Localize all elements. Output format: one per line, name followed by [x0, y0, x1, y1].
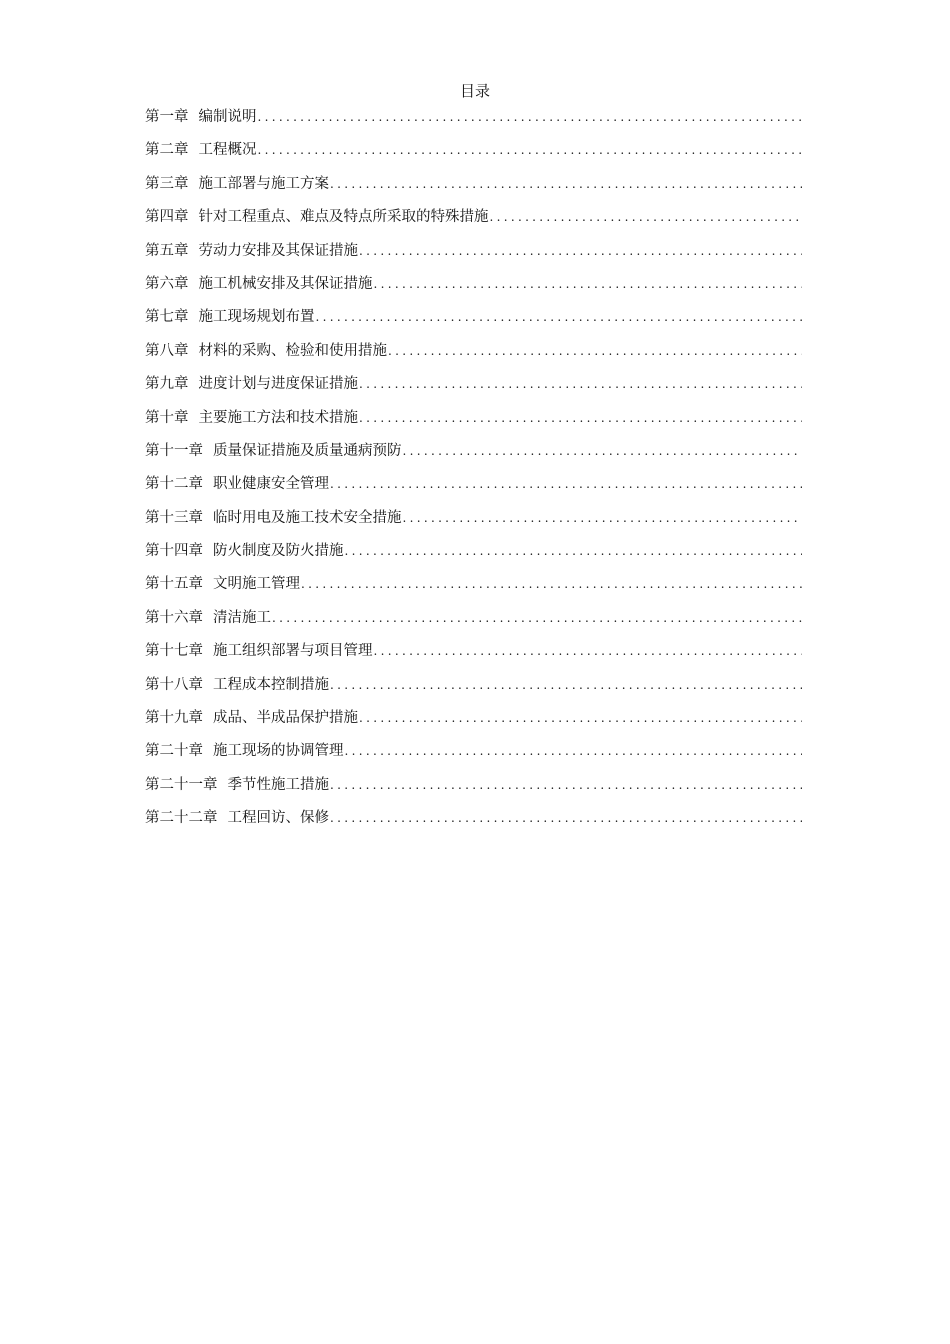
toc-entry[interactable] [145, 240, 802, 273]
dot-leader [387, 340, 802, 362]
toc-entry[interactable] [145, 373, 802, 406]
toc-entry-title: 职业健康安全管理 [213, 476, 329, 493]
toc-entry-title: 劳动力安排及其保证措施 [198, 242, 358, 259]
dot-leader [358, 373, 802, 395]
toc-chapter-number: 第十六章 [145, 609, 203, 626]
dot-leader [329, 173, 802, 195]
dot-leader [300, 573, 802, 595]
toc-entry-title: 施工现场的协调管理 [213, 743, 344, 760]
dot-leader [373, 640, 803, 662]
toc-chapter-number: 第十三章 [145, 509, 203, 526]
toc-chapter-number: 第十五章 [145, 576, 203, 593]
dot-leader [329, 774, 802, 796]
toc-chapter-number: 第十二章 [145, 476, 203, 493]
toc-entry[interactable] [145, 139, 802, 172]
dot-leader [271, 607, 802, 629]
toc-entry[interactable] [145, 440, 802, 473]
toc-entry-title: 施工机械安排及其保证措施 [198, 275, 373, 292]
toc-entry-title: 季节性施工措施 [227, 776, 329, 793]
dot-leader [257, 139, 803, 161]
toc-entry-title: 文明施工管理 [213, 576, 300, 593]
toc-chapter-number: 第二章 [145, 142, 189, 159]
dot-leader [358, 707, 802, 729]
toc-chapter-number: 第二十章 [145, 743, 203, 760]
toc-entry-title: 工程概况 [198, 142, 257, 159]
dot-leader [358, 407, 802, 429]
toc-entry-title: 材料的采购、检验和使用措施 [198, 342, 387, 359]
dot-leader [344, 740, 803, 762]
toc-entry-title: 临时用电及施工技术安全措施 [213, 509, 402, 526]
dot-leader [315, 306, 803, 328]
toc-entry[interactable] [145, 106, 802, 139]
toc-entry-title: 清洁施工 [213, 609, 271, 626]
toc-chapter-number: 第二十二章 [145, 810, 218, 827]
toc-chapter-number: 第十九章 [145, 710, 203, 727]
toc-chapter-number: 第八章 [145, 342, 189, 359]
toc-entry[interactable] [145, 607, 802, 640]
dot-leader [329, 807, 802, 829]
toc-entry-title: 施工现场规划布置 [198, 309, 315, 326]
toc-entry-title: 针对工程重点、难点及特点所采取的特殊措施 [198, 209, 489, 226]
toc-chapter-number: 第五章 [145, 242, 189, 259]
toc-entry[interactable] [145, 573, 802, 606]
toc-entry[interactable] [145, 507, 802, 540]
toc-list [145, 106, 802, 841]
dot-leader [344, 540, 803, 562]
toc-chapter-number: 第十一章 [145, 442, 203, 459]
toc-entry[interactable] [145, 674, 802, 707]
dot-leader [257, 106, 803, 128]
toc-chapter-number: 第二十一章 [145, 776, 218, 793]
toc-entry[interactable] [145, 707, 802, 740]
dot-leader [358, 240, 802, 262]
toc-entry[interactable] [145, 640, 802, 673]
toc-title: 目录 [459, 82, 490, 100]
toc-entry-title: 施工组织部署与项目管理 [213, 643, 373, 660]
toc-chapter-number: 第一章 [145, 109, 189, 125]
toc-entry-title: 工程回访、保修 [227, 810, 329, 827]
toc-entry[interactable] [145, 740, 802, 773]
toc-entry-title: 施工部署与施工方案 [198, 175, 329, 192]
toc-chapter-number: 第四章 [145, 209, 189, 226]
toc-entry-title: 防火制度及防火措施 [213, 543, 344, 560]
toc-chapter-number: 第七章 [145, 309, 189, 326]
toc-entry-title: 主要施工方法和技术措施 [198, 409, 358, 426]
toc-entry[interactable] [145, 273, 802, 306]
toc-chapter-number: 第十七章 [145, 643, 203, 660]
toc-chapter-number: 第三章 [145, 175, 189, 192]
toc-entry[interactable] [145, 774, 802, 807]
dot-leader [329, 674, 802, 696]
toc-entry[interactable] [145, 340, 802, 373]
toc-entry-title: 成品、半成品保护措施 [213, 710, 358, 727]
toc-entry-title: 工程成本控制措施 [213, 676, 329, 693]
toc-entry[interactable] [145, 173, 802, 206]
toc-entry[interactable] [145, 473, 802, 506]
toc-entry-title: 质量保证措施及质量通病预防 [213, 442, 402, 459]
toc-entry-title: 编制说明 [198, 109, 257, 125]
toc-chapter-number: 第十章 [145, 409, 189, 426]
toc-chapter-number: 第十四章 [145, 543, 203, 560]
toc-chapter-number: 第十八章 [145, 676, 203, 693]
dot-leader [402, 507, 803, 529]
toc-chapter-number: 第六章 [145, 275, 189, 292]
dot-leader [373, 273, 803, 295]
dot-leader [489, 206, 803, 228]
toc-entry[interactable] [145, 540, 802, 573]
dot-leader [329, 473, 802, 495]
toc-entry[interactable] [145, 306, 802, 339]
toc-entry[interactable] [145, 206, 802, 239]
toc-entry-title: 进度计划与进度保证措施 [198, 376, 358, 393]
toc-chapter-number: 第九章 [145, 376, 189, 393]
toc-entry[interactable] [145, 807, 802, 840]
dot-leader [402, 440, 803, 462]
toc-entry[interactable] [145, 407, 802, 440]
